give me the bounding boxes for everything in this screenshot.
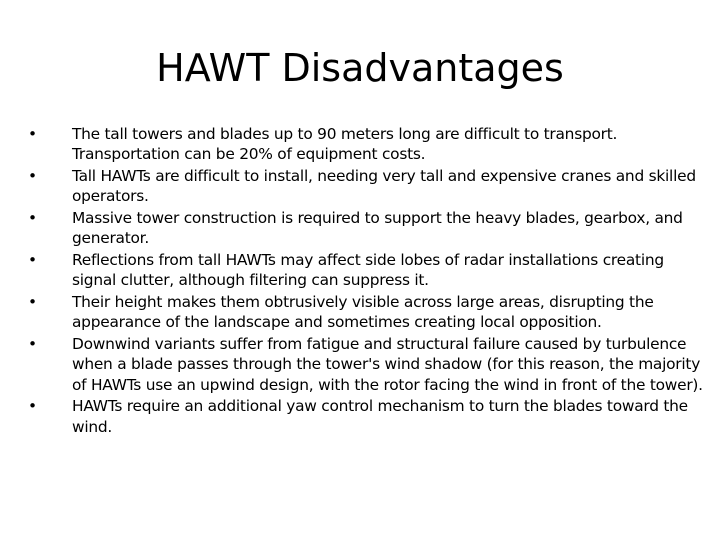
- bullet-item-7: [28, 396, 704, 437]
- bullet-text: Their height makes them obtrusively visible across large areas, disrupting the appearance of the landscape and sometimes creating local opposition.: [72, 293, 654, 332]
- bullet-text: Reflections from tall HAWTs may affect side lobes of radar installations creating signal clutter, although filtering can suppress it.: [72, 251, 664, 290]
- bullet-item-6: [28, 334, 704, 395]
- bullet-item-2: [28, 166, 704, 207]
- bullet-text: Tall HAWTs are difficult to install, needing very tall and expensive cranes and skilled operators.: [72, 167, 696, 206]
- bullet-dot-icon: •: [28, 293, 37, 311]
- slide-title: HAWT Disadvantages: [156, 46, 564, 90]
- bullet-text: Downwind variants suffer from fatigue and structural failure caused by turbulence when a blade passes through the tower's wind shadow (for this reason, the majority of HAWTs use an upwind design, with the rotor facing the wind in front of the tower).: [72, 335, 703, 394]
- bullet-dot-icon: •: [28, 397, 37, 416]
- bullet-text: HAWTs require an additional yaw control mechanism to turn the blades toward the wind.: [72, 397, 688, 436]
- bullet-dot-icon: •: [28, 335, 37, 353]
- bullet-dot-icon: •: [28, 251, 37, 269]
- bullet-item-1: [28, 124, 704, 165]
- bullet-dot-icon: •: [28, 125, 37, 143]
- bullet-dot-icon: •: [28, 209, 37, 227]
- bullet-item-4: [28, 250, 704, 291]
- bullet-item-5: [28, 292, 704, 333]
- bullet-text: The tall towers and blades up to 90 meters long are difficult to transport. Transportation can be 20% of equipment costs.: [72, 125, 618, 164]
- bullet-list: [28, 124, 704, 438]
- bullet-text: Massive tower construction is required to support the heavy blades, gearbox, and generator.: [72, 209, 683, 248]
- bullet-item-3: [28, 208, 704, 249]
- bullet-dot-icon: •: [28, 167, 37, 185]
